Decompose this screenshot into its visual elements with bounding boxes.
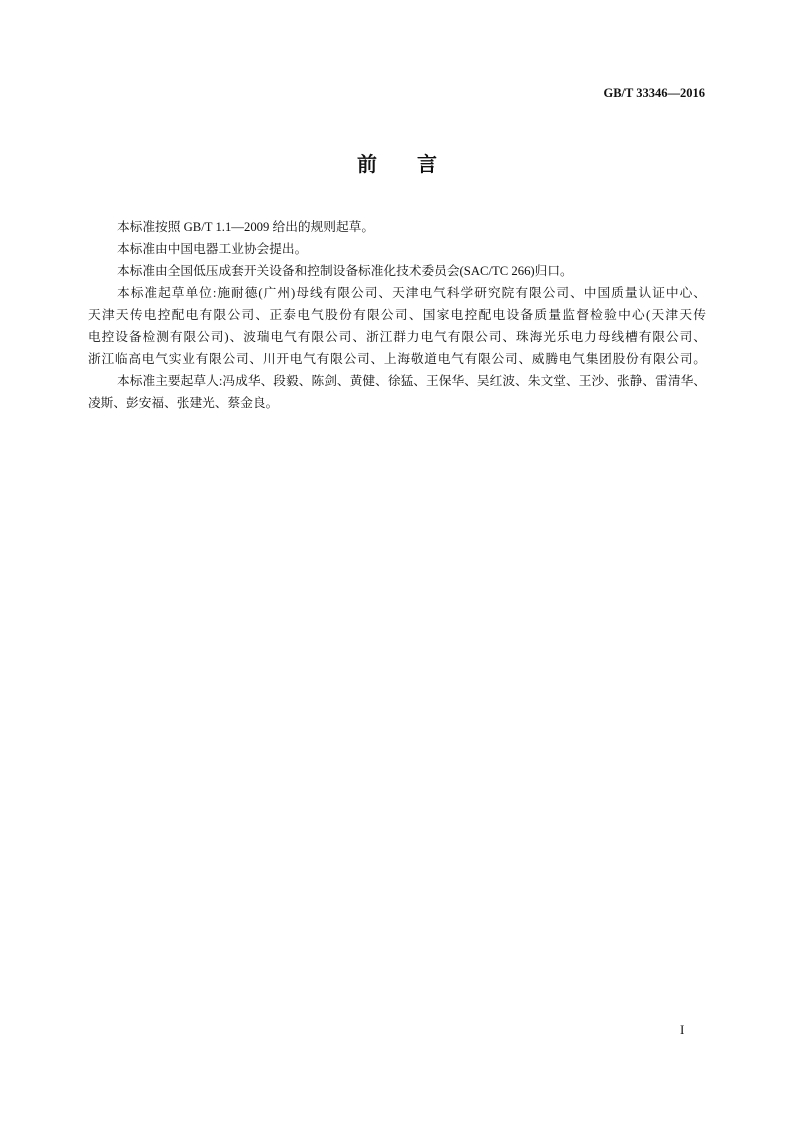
paragraph-2-line-1: 本标准由中国电器工业协会提出。	[117, 242, 308, 256]
paragraph-4-line-2: 天津天传电控配电有限公司、正泰电气股份有限公司、国家电控配电设备质量监督检验中心(天津天传	[88, 308, 706, 322]
paragraph-5-line-1: 本标准主要起草人:冯成华、段毅、陈剑、黄健、徐猛、王保华、吴红波、朱文堂、王沙、张静、雷清华、	[117, 374, 706, 388]
paragraph-proposer	[0, 238, 794, 260]
paragraph-3-line-1: 本标准由全国低压成套开关设备和控制设备标准化技术委员会(SAC/TC 266)归口。	[117, 264, 573, 278]
paragraph-drafting-rules	[0, 216, 794, 238]
standard-number-header: GB/T 33346—2016	[603, 86, 705, 100]
paragraph-4-line-3: 电控设备检测有限公司)、波瑞电气有限公司、浙江群力电气有限公司、珠海光乐电力母线槽有限公司、	[88, 330, 706, 344]
preface-body	[0, 216, 794, 414]
page-title: 前 言	[357, 154, 437, 176]
paragraph-drafting-organizations	[0, 282, 794, 370]
paragraph-committee	[0, 260, 794, 282]
page-number: I	[680, 1022, 685, 1037]
paragraph-4-line-1: 本标准起草单位:施耐德(广州)母线有限公司、天津电气科学研究院有限公司、中国质量认证中心、	[117, 286, 706, 300]
paragraph-4-line-4: 浙江临高电气实业有限公司、川开电气有限公司、上海敬道电气有限公司、威腾电气集团股份有限公司。	[88, 352, 706, 366]
paragraph-drafters	[0, 370, 794, 414]
paragraph-1-line-1: 本标准按照 GB/T 1.1—2009 给出的规则起草。	[117, 220, 375, 234]
paragraph-5-line-2: 凌斯、彭安福、张建光、蔡金良。	[88, 396, 279, 410]
